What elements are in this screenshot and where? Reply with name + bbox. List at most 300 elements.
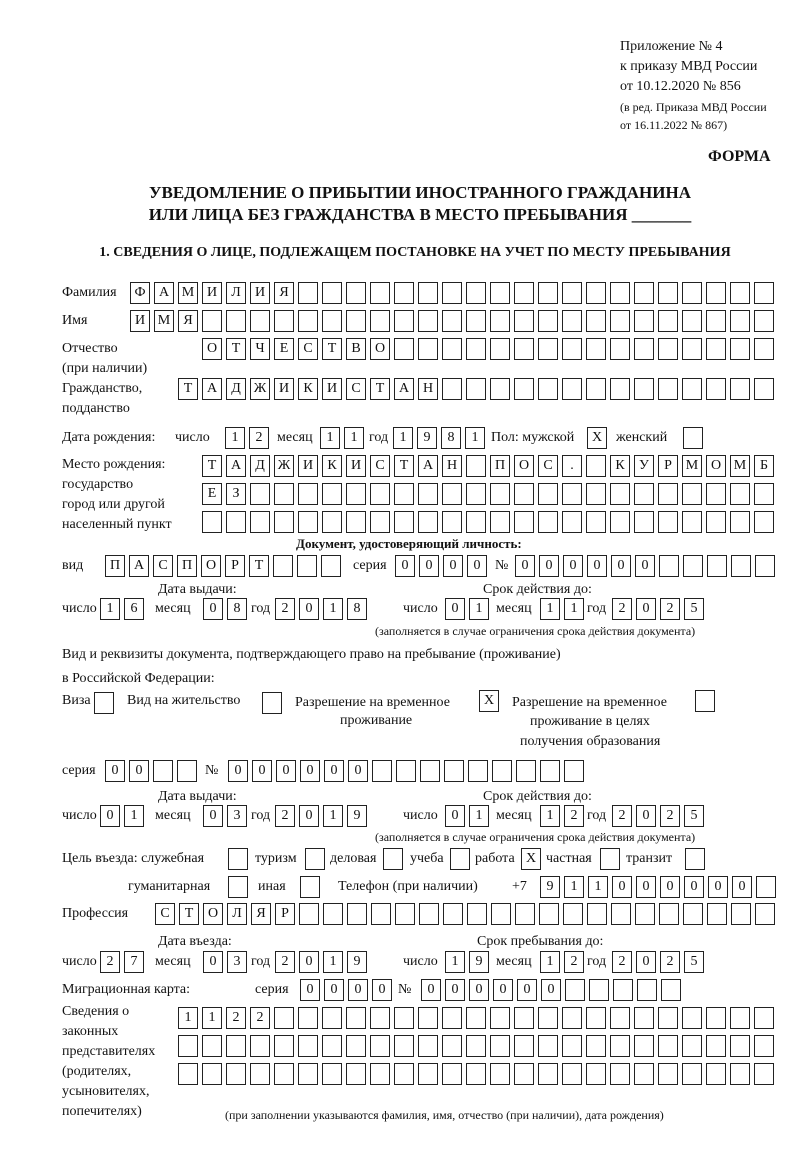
char-box[interactable] [322, 1063, 342, 1085]
char-box[interactable] [659, 555, 679, 577]
char-box[interactable]: 2 [564, 951, 584, 973]
char-box[interactable] [658, 511, 678, 533]
checkbox[interactable] [685, 848, 705, 870]
char-box[interactable] [562, 483, 582, 505]
char-box[interactable] [226, 1035, 246, 1057]
char-box[interactable] [658, 1035, 678, 1057]
char-box[interactable]: 0 [636, 598, 656, 620]
char-box[interactable] [514, 282, 534, 304]
char-box[interactable]: 0 [563, 555, 583, 577]
char-box[interactable]: Т [322, 338, 342, 360]
char-box[interactable]: 3 [227, 951, 247, 973]
char-box[interactable]: 0 [469, 979, 489, 1001]
char-box[interactable] [418, 310, 438, 332]
char-box[interactable]: 1 [540, 951, 560, 973]
char-box[interactable] [754, 483, 774, 505]
char-box[interactable]: Б [754, 455, 774, 477]
char-box[interactable] [202, 310, 222, 332]
char-box[interactable]: Е [274, 338, 294, 360]
char-box[interactable]: С [155, 903, 175, 925]
char-box[interactable]: Р [658, 455, 678, 477]
char-box[interactable]: 1 [124, 805, 144, 827]
char-box[interactable]: 0 [228, 760, 248, 782]
char-box[interactable]: 5 [684, 951, 704, 973]
char-box[interactable]: Я [251, 903, 271, 925]
char-box[interactable] [658, 483, 678, 505]
char-box[interactable] [226, 511, 246, 533]
char-box[interactable]: 0 [419, 555, 439, 577]
char-box[interactable] [682, 1063, 702, 1085]
char-box[interactable] [634, 1007, 654, 1029]
checkbox[interactable] [305, 848, 325, 870]
char-box[interactable] [250, 1035, 270, 1057]
char-box[interactable] [466, 1007, 486, 1029]
char-box[interactable]: Д [226, 378, 246, 400]
char-box[interactable] [706, 310, 726, 332]
char-box[interactable] [323, 903, 343, 925]
char-box[interactable]: 2 [612, 951, 632, 973]
char-box[interactable] [372, 760, 392, 782]
char-box[interactable]: 2 [660, 598, 680, 620]
char-box[interactable]: 0 [515, 555, 535, 577]
char-box[interactable]: 2 [226, 1007, 246, 1029]
char-box[interactable]: 0 [517, 979, 537, 1001]
char-box[interactable]: 1 [469, 805, 489, 827]
char-box[interactable] [610, 338, 630, 360]
char-box[interactable] [586, 483, 606, 505]
char-box[interactable] [610, 1035, 630, 1057]
char-box[interactable] [754, 282, 774, 304]
char-box[interactable] [754, 511, 774, 533]
char-box[interactable] [177, 760, 197, 782]
char-box[interactable] [466, 1035, 486, 1057]
char-box[interactable]: 0 [493, 979, 513, 1001]
char-box[interactable] [420, 760, 440, 782]
char-box[interactable]: 0 [539, 555, 559, 577]
char-box[interactable] [298, 310, 318, 332]
char-box[interactable] [346, 1063, 366, 1085]
char-box[interactable] [226, 1063, 246, 1085]
char-box[interactable]: 0 [324, 979, 344, 1001]
char-box[interactable]: 0 [587, 555, 607, 577]
char-box[interactable]: С [346, 378, 366, 400]
char-box[interactable] [298, 1007, 318, 1029]
char-box[interactable]: 1 [588, 876, 608, 898]
char-box[interactable]: 1 [344, 427, 364, 449]
char-box[interactable] [202, 1063, 222, 1085]
char-box[interactable]: Т [179, 903, 199, 925]
char-box[interactable]: Т [370, 378, 390, 400]
char-box[interactable]: С [538, 455, 558, 477]
char-box[interactable] [346, 282, 366, 304]
char-box[interactable]: 1 [100, 598, 120, 620]
char-box[interactable]: Е [202, 483, 222, 505]
char-box[interactable] [682, 282, 702, 304]
char-box[interactable]: 5 [684, 805, 704, 827]
char-box[interactable] [586, 1035, 606, 1057]
char-box[interactable]: 0 [276, 760, 296, 782]
char-box[interactable]: 2 [100, 951, 120, 973]
char-box[interactable] [562, 282, 582, 304]
char-box[interactable] [586, 378, 606, 400]
char-box[interactable] [226, 310, 246, 332]
char-box[interactable] [730, 282, 750, 304]
char-box[interactable]: И [322, 378, 342, 400]
char-box[interactable] [564, 760, 584, 782]
checkbox[interactable]: X [587, 427, 607, 449]
char-box[interactable] [658, 338, 678, 360]
char-box[interactable]: 2 [660, 951, 680, 973]
char-box[interactable] [514, 1063, 534, 1085]
char-box[interactable] [250, 511, 270, 533]
char-box[interactable]: 1 [202, 1007, 222, 1029]
char-box[interactable] [565, 979, 585, 1001]
char-box[interactable] [755, 903, 775, 925]
char-box[interactable]: 7 [124, 951, 144, 973]
char-box[interactable] [466, 1063, 486, 1085]
char-box[interactable]: 0 [732, 876, 752, 898]
char-box[interactable] [754, 1035, 774, 1057]
char-box[interactable] [490, 1063, 510, 1085]
char-box[interactable]: П [177, 555, 197, 577]
char-box[interactable] [658, 310, 678, 332]
char-box[interactable]: 2 [249, 427, 269, 449]
char-box[interactable]: Д [250, 455, 270, 477]
char-box[interactable] [492, 760, 512, 782]
checkbox[interactable]: X [479, 690, 499, 712]
char-box[interactable] [683, 555, 703, 577]
char-box[interactable] [706, 511, 726, 533]
char-box[interactable] [418, 1063, 438, 1085]
char-box[interactable] [298, 1063, 318, 1085]
char-box[interactable] [634, 511, 654, 533]
char-box[interactable] [514, 338, 534, 360]
char-box[interactable] [394, 282, 414, 304]
char-box[interactable]: У [634, 455, 654, 477]
char-box[interactable] [730, 1007, 750, 1029]
char-box[interactable] [274, 511, 294, 533]
char-box[interactable]: 2 [250, 1007, 270, 1029]
char-box[interactable] [274, 310, 294, 332]
char-box[interactable] [730, 1035, 750, 1057]
char-box[interactable] [394, 1007, 414, 1029]
char-box[interactable] [490, 483, 510, 505]
char-box[interactable]: 8 [227, 598, 247, 620]
char-box[interactable] [730, 1063, 750, 1085]
char-box[interactable] [419, 903, 439, 925]
char-box[interactable] [610, 1007, 630, 1029]
char-box[interactable] [490, 282, 510, 304]
char-box[interactable] [706, 1035, 726, 1057]
char-box[interactable] [516, 760, 536, 782]
char-box[interactable]: Т [249, 555, 269, 577]
char-box[interactable]: И [250, 282, 270, 304]
char-box[interactable] [468, 760, 488, 782]
char-box[interactable]: 0 [467, 555, 487, 577]
char-box[interactable]: К [322, 455, 342, 477]
char-box[interactable] [466, 455, 486, 477]
char-box[interactable] [658, 378, 678, 400]
char-box[interactable] [298, 483, 318, 505]
char-box[interactable] [586, 310, 606, 332]
char-box[interactable]: 2 [275, 951, 295, 973]
char-box[interactable] [370, 310, 390, 332]
char-box[interactable] [153, 760, 173, 782]
char-box[interactable] [346, 1035, 366, 1057]
char-box[interactable]: 0 [421, 979, 441, 1001]
char-box[interactable] [634, 310, 654, 332]
char-box[interactable] [707, 555, 727, 577]
char-box[interactable]: Р [275, 903, 295, 925]
char-box[interactable]: 9 [347, 805, 367, 827]
char-box[interactable] [755, 555, 775, 577]
char-box[interactable] [754, 1007, 774, 1029]
char-box[interactable] [706, 1007, 726, 1029]
checkbox[interactable] [228, 876, 248, 898]
char-box[interactable]: 1 [445, 951, 465, 973]
char-box[interactable] [370, 1063, 390, 1085]
char-box[interactable] [202, 1035, 222, 1057]
char-box[interactable]: И [346, 455, 366, 477]
char-box[interactable] [346, 483, 366, 505]
char-box[interactable] [634, 338, 654, 360]
char-box[interactable] [346, 1007, 366, 1029]
char-box[interactable]: 1 [323, 598, 343, 620]
char-box[interactable] [347, 903, 367, 925]
char-box[interactable] [682, 378, 702, 400]
char-box[interactable] [467, 903, 487, 925]
char-box[interactable] [298, 282, 318, 304]
char-box[interactable] [514, 483, 534, 505]
char-box[interactable] [610, 483, 630, 505]
char-box[interactable]: П [490, 455, 510, 477]
char-box[interactable] [754, 378, 774, 400]
char-box[interactable]: Т [226, 338, 246, 360]
char-box[interactable] [298, 1035, 318, 1057]
char-box[interactable] [658, 1007, 678, 1029]
char-box[interactable] [443, 903, 463, 925]
char-box[interactable]: 1 [469, 598, 489, 620]
char-box[interactable] [466, 483, 486, 505]
char-box[interactable] [442, 1007, 462, 1029]
char-box[interactable]: 0 [203, 951, 223, 973]
char-box[interactable]: 0 [252, 760, 272, 782]
char-box[interactable] [682, 1007, 702, 1029]
char-box[interactable] [661, 979, 681, 1001]
char-box[interactable] [538, 483, 558, 505]
checkbox[interactable]: X [521, 848, 541, 870]
char-box[interactable] [658, 282, 678, 304]
char-box[interactable]: Я [178, 310, 198, 332]
char-box[interactable] [322, 511, 342, 533]
char-box[interactable]: О [203, 903, 223, 925]
char-box[interactable] [322, 310, 342, 332]
char-box[interactable] [322, 1035, 342, 1057]
char-box[interactable] [418, 483, 438, 505]
char-box[interactable] [562, 310, 582, 332]
char-box[interactable] [418, 1035, 438, 1057]
char-box[interactable]: Я [274, 282, 294, 304]
char-box[interactable] [539, 903, 559, 925]
char-box[interactable]: 3 [227, 805, 247, 827]
char-box[interactable]: 1 [320, 427, 340, 449]
char-box[interactable] [562, 511, 582, 533]
char-box[interactable] [442, 282, 462, 304]
char-box[interactable]: 1 [564, 876, 584, 898]
char-box[interactable]: 0 [636, 876, 656, 898]
char-box[interactable] [540, 760, 560, 782]
char-box[interactable] [395, 903, 415, 925]
checkbox[interactable] [228, 848, 248, 870]
char-box[interactable] [442, 1063, 462, 1085]
char-box[interactable] [756, 876, 776, 898]
char-box[interactable]: А [202, 378, 222, 400]
char-box[interactable] [442, 338, 462, 360]
char-box[interactable]: 0 [445, 598, 465, 620]
char-box[interactable]: 0 [203, 598, 223, 620]
char-box[interactable]: А [226, 455, 246, 477]
char-box[interactable]: Ж [250, 378, 270, 400]
char-box[interactable] [538, 378, 558, 400]
char-box[interactable]: М [178, 282, 198, 304]
char-box[interactable] [371, 903, 391, 925]
char-box[interactable]: Н [418, 378, 438, 400]
char-box[interactable]: 8 [347, 598, 367, 620]
char-box[interactable] [610, 1063, 630, 1085]
char-box[interactable] [346, 511, 366, 533]
char-box[interactable] [514, 1035, 534, 1057]
char-box[interactable]: 2 [564, 805, 584, 827]
char-box[interactable] [538, 1035, 558, 1057]
char-box[interactable] [274, 1035, 294, 1057]
char-box[interactable] [322, 1007, 342, 1029]
char-box[interactable]: С [298, 338, 318, 360]
char-box[interactable] [442, 511, 462, 533]
char-box[interactable] [731, 903, 751, 925]
checkbox[interactable] [262, 692, 282, 714]
char-box[interactable] [466, 310, 486, 332]
char-box[interactable]: М [682, 455, 702, 477]
char-box[interactable] [538, 310, 558, 332]
char-box[interactable] [563, 903, 583, 925]
char-box[interactable]: А [418, 455, 438, 477]
char-box[interactable] [394, 511, 414, 533]
char-box[interactable] [682, 338, 702, 360]
char-box[interactable]: 0 [660, 876, 680, 898]
char-box[interactable] [707, 903, 727, 925]
char-box[interactable]: 1 [393, 427, 413, 449]
char-box[interactable]: 9 [540, 876, 560, 898]
char-box[interactable]: 2 [612, 805, 632, 827]
char-box[interactable] [490, 1035, 510, 1057]
char-box[interactable]: 0 [300, 979, 320, 1001]
char-box[interactable] [514, 511, 534, 533]
char-box[interactable] [611, 903, 631, 925]
char-box[interactable] [491, 903, 511, 925]
char-box[interactable] [514, 1007, 534, 1029]
char-box[interactable]: 0 [443, 555, 463, 577]
char-box[interactable]: 0 [299, 598, 319, 620]
char-box[interactable] [442, 483, 462, 505]
char-box[interactable]: Н [442, 455, 462, 477]
char-box[interactable] [514, 310, 534, 332]
char-box[interactable] [589, 979, 609, 1001]
char-box[interactable] [610, 310, 630, 332]
char-box[interactable] [562, 338, 582, 360]
char-box[interactable]: О [706, 455, 726, 477]
char-box[interactable]: 2 [612, 598, 632, 620]
char-box[interactable]: М [730, 455, 750, 477]
char-box[interactable] [682, 310, 702, 332]
char-box[interactable] [610, 511, 630, 533]
char-box[interactable]: 0 [100, 805, 120, 827]
char-box[interactable]: Л [227, 903, 247, 925]
char-box[interactable] [442, 378, 462, 400]
char-box[interactable] [658, 1063, 678, 1085]
char-box[interactable]: З [226, 483, 246, 505]
char-box[interactable]: 1 [323, 805, 343, 827]
char-box[interactable] [634, 282, 654, 304]
checkbox[interactable] [450, 848, 470, 870]
char-box[interactable] [634, 378, 654, 400]
char-box[interactable]: Л [226, 282, 246, 304]
checkbox[interactable] [94, 692, 114, 714]
char-box[interactable] [659, 903, 679, 925]
char-box[interactable] [706, 483, 726, 505]
char-box[interactable]: И [130, 310, 150, 332]
char-box[interactable] [466, 338, 486, 360]
char-box[interactable] [586, 455, 606, 477]
char-box[interactable]: 0 [636, 805, 656, 827]
char-box[interactable] [562, 1035, 582, 1057]
char-box[interactable]: Р [225, 555, 245, 577]
char-box[interactable] [538, 1063, 558, 1085]
char-box[interactable] [683, 903, 703, 925]
char-box[interactable]: Ж [274, 455, 294, 477]
char-box[interactable] [490, 310, 510, 332]
char-box[interactable]: 0 [708, 876, 728, 898]
char-box[interactable] [394, 338, 414, 360]
char-box[interactable] [322, 282, 342, 304]
char-box[interactable]: Ф [130, 282, 150, 304]
char-box[interactable]: 0 [129, 760, 149, 782]
char-box[interactable] [178, 1035, 198, 1057]
char-box[interactable] [274, 1007, 294, 1029]
char-box[interactable] [444, 760, 464, 782]
char-box[interactable]: 1 [540, 598, 560, 620]
char-box[interactable]: 0 [395, 555, 415, 577]
char-box[interactable] [442, 310, 462, 332]
char-box[interactable] [538, 511, 558, 533]
char-box[interactable] [515, 903, 535, 925]
char-box[interactable] [587, 903, 607, 925]
char-box[interactable] [610, 378, 630, 400]
char-box[interactable]: 0 [636, 951, 656, 973]
char-box[interactable]: П [105, 555, 125, 577]
char-box[interactable] [514, 378, 534, 400]
char-box[interactable] [418, 511, 438, 533]
char-box[interactable] [394, 310, 414, 332]
char-box[interactable]: Т [394, 455, 414, 477]
char-box[interactable]: 1 [465, 427, 485, 449]
char-box[interactable] [297, 555, 317, 577]
char-box[interactable]: 0 [348, 979, 368, 1001]
char-box[interactable]: В [346, 338, 366, 360]
char-box[interactable]: 2 [275, 598, 295, 620]
char-box[interactable] [322, 483, 342, 505]
char-box[interactable]: 0 [611, 555, 631, 577]
char-box[interactable]: 8 [441, 427, 461, 449]
